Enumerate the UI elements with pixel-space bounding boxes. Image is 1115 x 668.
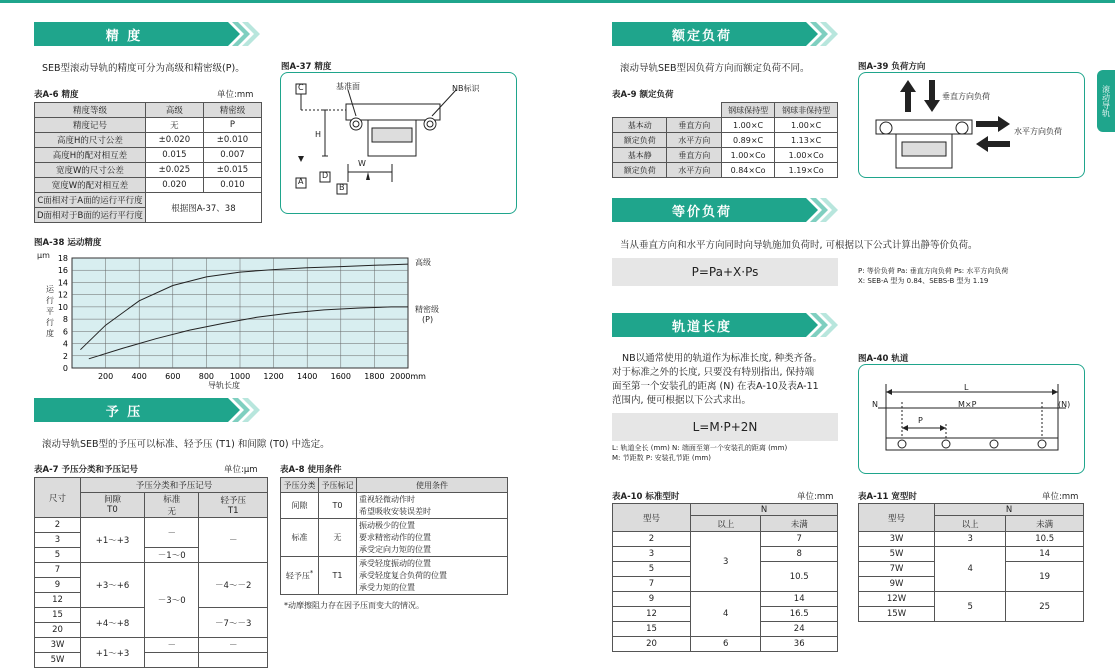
arrow-left-icon: [976, 136, 1010, 152]
section-title-preload: 予 压: [34, 398, 214, 422]
section-title-precision: 精 度: [34, 22, 214, 46]
fig-a40-diagram: [858, 364, 1085, 474]
table-a6: 精度等级 高级 精密级 精度记号 无 P 高度H的尺寸公差 ±0.020 ±0.010 高度H的配对相互差 0.015 0.007 宽度W的尺寸公差 ±0.025 ±0.015 宽度W的配对相互差 0.020 0.010 C面相对于A面的运行平行度 根据图A-37、38 D面相对于B面的运行平行度: [34, 102, 262, 223]
y-tick-label: 12: [57, 290, 68, 300]
table-a9: 钢球保持型 钢球非保持型 基本动 垂直方向 1.00×C 1.00×C 额定负荷 水平方向 0.89×C 1.13×C 基本静 垂直方向 1.00×Co 1.00×Co 额定负荷 水平方向 0.84×Co 1.19×Co: [612, 102, 838, 178]
equiv-formula: P=Pa+X·Ps: [612, 258, 838, 286]
chart-xlabel: 导轨长度: [208, 381, 240, 390]
cell: 精度等级: [35, 103, 146, 118]
x-tick-label: 1000: [229, 372, 251, 381]
x-tick-label: 1600: [330, 372, 351, 381]
top-rule: [0, 0, 1115, 3]
fig-a38-chart: [57, 250, 440, 400]
chart-ylabel: 运 行 平 行 度: [46, 285, 54, 338]
x-tick-label: 600: [165, 372, 181, 381]
table-a7: 尺寸 予压分类和予压记号 间隙 T0 标准 无 轻予压 T1 2 +1～+3 － － 3 5 －1～0 7 +3～+6 －3～0 －4～－2 9 12 15 +4～+8 －7～－3 20 3W +1～+3 － － 5W: [34, 477, 268, 668]
y-tick-label: 6: [62, 327, 68, 337]
cell: 高级: [145, 103, 203, 118]
precision-intro: SEB型滚动导轨的精度可分为高级和精密级(P)。: [42, 63, 245, 74]
x-tick-label: 1200: [263, 372, 284, 381]
preload-intro: 滚动导轨SEB型的予压可以标准、轻予压 (T1) 和间隙 (T0) 中选定。: [42, 439, 330, 450]
y-tick-label: 2: [62, 351, 68, 361]
table-a10: 型号 N 以上 未满 2 3 7 3 8 5 10.5 7 9 4 14 12 16.5 15 24 20 6 36: [612, 503, 838, 652]
y-tick-label: 4: [62, 339, 68, 349]
side-tab[interactable]: 滚动导轨: [1097, 70, 1115, 132]
stripe-decoration: [214, 22, 266, 46]
legend-high: 高级: [415, 258, 431, 267]
table-a6-caption: 表A-6 精度: [34, 90, 79, 100]
x-tick-label: 2000mm: [390, 372, 426, 381]
x-tick-label: 1800: [364, 372, 385, 381]
arrow-up-icon: [900, 80, 916, 112]
x-tick-label: 400: [131, 372, 147, 381]
y-tick-label: 14: [57, 278, 68, 288]
x-tick-label: 1400: [297, 372, 318, 381]
arrow-down-icon: [924, 80, 940, 112]
fig-a38-caption: 图A-38 运动精度: [34, 238, 102, 248]
cell: 精密级: [203, 103, 261, 118]
y-tick-label: 10: [57, 302, 68, 312]
table-a11: 型号 N 以上 未满 3W 3 10.5 5W 4 14 7W 19 9W 12W 5 25 15W: [858, 503, 1084, 622]
x-tick-label: 800: [198, 372, 215, 381]
y-tick-label: 0: [62, 364, 68, 373]
y-tick-label: 8: [62, 315, 68, 325]
legend-precision: 精密级: [415, 305, 439, 314]
table-a6-unit: 单位:mm: [217, 90, 254, 100]
table-a8: 予压分类 予压标记 使用条件 间隙 T0 重视轻微动作时 希望吸收安装误差时 标准 无 振动极少的位置 要求精密动作的位置 承受定向力矩的位置 轻予压* T1 承受轻度振动的位置 承受轻度复合负荷的位置 承受力矩的位置: [280, 477, 508, 595]
arrow-right-icon: [976, 116, 1010, 132]
section-title-rail: 轨道长度: [612, 313, 792, 337]
section-title-load: 额定负荷: [612, 22, 792, 46]
fig-a37-diagram: [280, 72, 517, 214]
y-tick-label: 16: [57, 266, 68, 276]
x-tick-label: 200: [97, 372, 114, 381]
fig-a39-diagram: [858, 72, 1085, 178]
y-tick-label: 18: [57, 254, 68, 263]
rail-formula: L=M·P+2N: [612, 413, 838, 441]
section-title-equivalent: 等价负荷: [612, 198, 792, 222]
fig-a37-caption: 图A-37 精度: [281, 62, 332, 72]
